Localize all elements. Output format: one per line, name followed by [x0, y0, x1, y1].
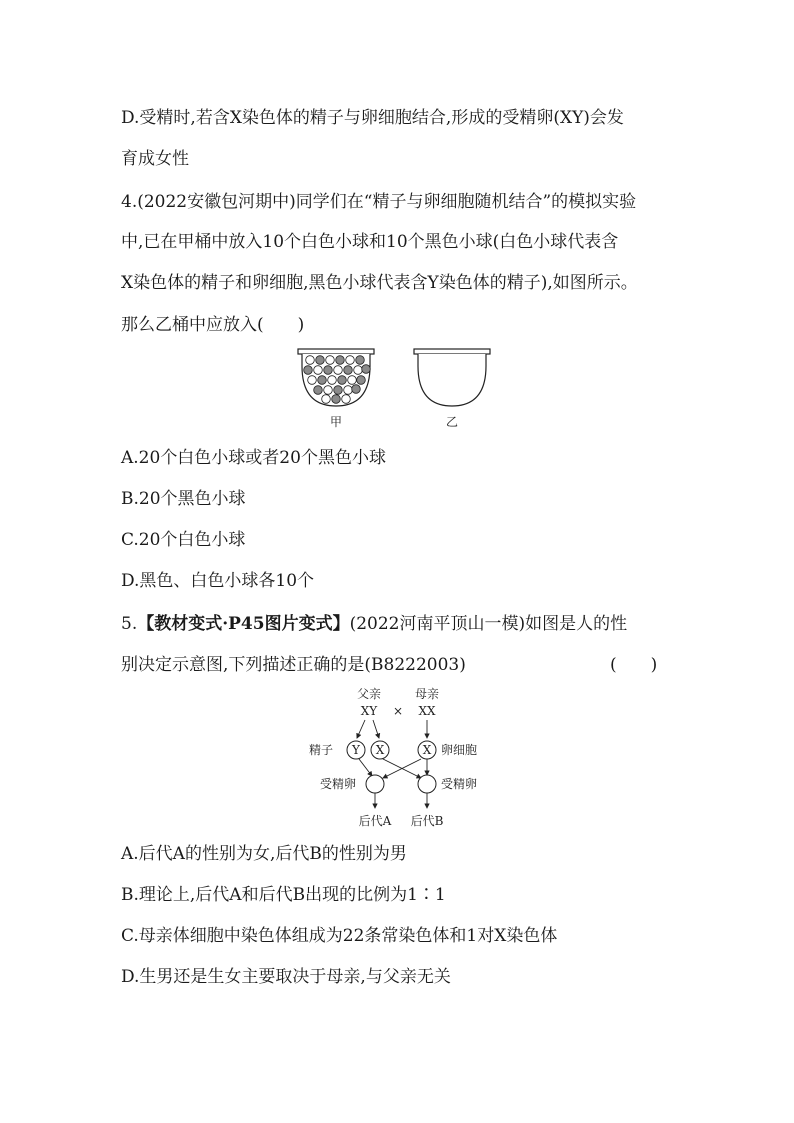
q5-option-c: C.母亲体细胞中染色体组成为22条常染色体和1对X染色体 — [121, 926, 558, 946]
cross-symbol: × — [392, 704, 404, 718]
q3-option-d-line1: D.受精时,若含X染色体的精子与卵细胞结合,形成的受精卵(XY)会发 — [121, 108, 624, 128]
egg-label: 卵细胞 — [441, 743, 478, 757]
q5-number: 5. — [121, 614, 138, 634]
q5-stem-line1-rest: (2022河南平顶山一模)如图是人的性 — [349, 614, 628, 634]
white-ball — [306, 356, 315, 365]
black-ball — [357, 376, 366, 385]
white-ball — [348, 376, 357, 385]
q4-stem-line2: 中,已在甲桶中放入10个白色小球和10个黑色小球(白色小球代表含 — [121, 232, 619, 252]
black-ball — [318, 376, 327, 385]
black-ball — [352, 385, 361, 394]
white-ball — [326, 356, 335, 365]
black-ball — [362, 365, 371, 374]
q5-answer-paren: ( ) — [610, 655, 658, 675]
sperm-label: 精子 — [309, 743, 334, 757]
q4-option-b: B.20个黑色小球 — [121, 489, 246, 509]
father-genotype: XY — [360, 704, 378, 718]
zygote-label-left: 受精卵 — [320, 777, 357, 791]
q4-stem-line1: 4.(2022安徽包河期中)同学们在“精子与卵细胞随机结合”的模拟实验 — [121, 192, 637, 212]
sperm-x-label: X — [375, 743, 385, 757]
offspring-b-label: 后代B — [410, 814, 444, 828]
white-ball — [308, 376, 317, 385]
white-ball — [342, 395, 351, 404]
white-ball — [328, 376, 337, 385]
q5-option-d: D.生男还是生女主要取决于母亲,与父亲无关 — [121, 967, 451, 987]
egg-x-label: X — [422, 743, 432, 757]
black-ball — [324, 366, 333, 375]
black-ball — [336, 356, 345, 365]
q3-option-d-line2: 育成女性 — [121, 149, 189, 169]
q4-option-c: C.20个白色小球 — [121, 530, 246, 550]
white-ball — [344, 386, 353, 395]
q4-option-a: A.20个白色小球或者20个黑色小球 — [121, 448, 386, 468]
black-ball — [344, 366, 353, 375]
zygote-a-circle — [366, 775, 384, 793]
white-ball — [354, 366, 363, 375]
black-ball — [356, 356, 365, 365]
white-ball — [314, 366, 323, 375]
sex-determination-diagram — [305, 684, 495, 832]
q5-stem-line2: 别决定示意图,下列描述正确的是(B8222003) — [121, 655, 466, 675]
black-ball — [334, 386, 343, 395]
black-ball — [304, 366, 313, 375]
sperm-y-label: Y — [352, 743, 360, 757]
q5-option-b: B.理论上,后代A和后代B出现的比例为1∶1 — [121, 885, 446, 905]
zygote-label-right: 受精卵 — [441, 777, 478, 791]
black-ball — [316, 356, 325, 365]
q5-stem-line1 — [121, 612, 627, 636]
label-yi: 乙 — [445, 415, 459, 429]
bucket-figure — [290, 344, 500, 434]
q4-stem-line3: X染色体的精子和卵细胞,黑色小球代表含Y染色体的精子),如图所示。 — [121, 273, 638, 293]
q5-tag: 【教材变式·P45图片变式】 — [137, 614, 350, 634]
q4-stem-line4: 那么乙桶中应放入( ) — [121, 315, 305, 335]
black-ball — [314, 386, 323, 395]
white-ball — [322, 395, 331, 404]
zygote-b-circle — [418, 775, 436, 793]
q5-option-a: A.后代A的性别为女,后代B的性别为男 — [121, 844, 407, 864]
mother-label: 母亲 — [414, 687, 440, 701]
mother-genotype: XX — [418, 704, 436, 718]
white-ball — [334, 366, 343, 375]
white-ball — [346, 356, 355, 365]
black-ball — [338, 376, 347, 385]
bucket-yi — [414, 349, 490, 406]
father-label: 父亲 — [356, 687, 382, 701]
label-jia: 甲 — [329, 415, 343, 429]
offspring-a-label: 后代A — [358, 814, 392, 828]
white-ball — [324, 386, 333, 395]
bucket-jia — [298, 349, 374, 406]
q4-option-d: D.黑色、白色小球各10个 — [121, 571, 315, 591]
black-ball — [332, 395, 341, 404]
